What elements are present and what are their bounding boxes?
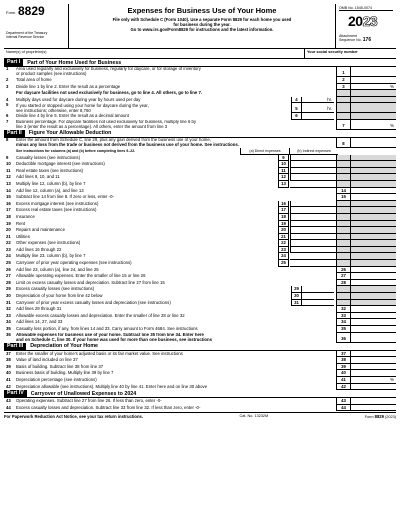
line-36: 36 Allowable expenses for business use of your home. Subtract line 35 from line 34. Enter here and on Schedule C, line 30. If your home was used for more than one business, see instructions 36 [4, 333, 396, 343]
line-14: 14 Add line 12, column (a), and line 13 14 [4, 188, 396, 195]
line-12-col-a[interactable] [290, 174, 338, 181]
line-17: 17 Excess real estate taxes (see instructions) 17 [4, 207, 396, 214]
line-41-input[interactable] [350, 377, 396, 384]
line-28: 28 Limit on excess casualty losses and depreciation. Subtract line 27 from line 15 28 [4, 280, 396, 287]
sequence-number: 176 [362, 37, 372, 44]
line-5: 5 If you started or stopped using your home for daycare during the year, see instructions; otherwise, enter 8,760 5 hr. [4, 103, 396, 113]
part-3-lines [4, 351, 396, 391]
year-outline: 23 [362, 13, 378, 29]
line-27-input[interactable] [350, 273, 396, 280]
line-29: 29 Excess casualty losses (see instructions) 29 [4, 286, 396, 293]
daycare-note: For daycare facilities not used exclusively for business, go to line 4. All others, go to line 7. [4, 90, 396, 97]
line-8: 8 Enter the amount from Schedule C, line 29, plus any gain derived from the business use of your home, minus any loss from the trade or business not derived from the business use of your home. See instructions. 8 [4, 138, 396, 148]
line-43-input[interactable] [350, 398, 396, 405]
part-2-lines [4, 155, 396, 343]
line-17-col-a[interactable] [290, 207, 338, 214]
form-label: Form [6, 10, 16, 15]
line-2: 2 Total area of home 2 [4, 77, 396, 84]
line-10-col-a[interactable] [290, 161, 338, 168]
part-title: Carryover of Unallowed Expenses to 2024 [30, 390, 137, 397]
line-25: 25 Carryover of prior year operating expenses (see instructions) 25 [4, 260, 396, 267]
line-20: 20 Repairs and maintenance 20 [4, 227, 396, 234]
line-23: 23 Add lines 16 through 22 23 [4, 247, 396, 254]
line-21-col-a[interactable] [290, 234, 338, 241]
sequence-label: Sequence No. [339, 38, 362, 43]
part-title: Depreciation of Your Home [30, 343, 98, 350]
line-18: 18 Insurance 18 [4, 214, 396, 221]
line-26-input[interactable] [350, 267, 396, 274]
form-ref: Form 8829 (2023) [364, 414, 396, 420]
line-8-input[interactable] [350, 138, 396, 148]
line-42-input[interactable] [350, 384, 396, 391]
ssn-field[interactable] [305, 49, 396, 58]
line-38: 38 Value of land included on line 37 38 [4, 357, 396, 364]
line-43: 43 Operating expenses. Subtract line 27 from line 26. If less than zero, enter -0- 43 [4, 398, 396, 405]
line-34: 34 Add lines 14, 27, and 33 34 [4, 319, 396, 326]
line-12: 12 Add lines 9, 10, and 11 12 [4, 174, 396, 181]
line-7-input[interactable] [350, 120, 396, 130]
subtitle-line: Go to www.irs.gov/Form8829 for instructions and the latest information. [130, 27, 274, 32]
line-39-input[interactable] [350, 364, 396, 371]
line-40-input[interactable] [350, 370, 396, 377]
title-block [69, 4, 335, 48]
line-39: 39 Basis of building. Subtract line 38 from line 37 39 [4, 364, 396, 371]
line-21: 21 Utilities 21 [4, 234, 396, 241]
line-41: 41 Depreciation percentage (see instructions) 41 % [6, 376, 394, 382]
part-label: Part III [4, 343, 26, 350]
form-footer [4, 412, 396, 419]
subtitle-line: for business during the year. [173, 22, 231, 27]
line-26: 26 Add line 23, column (a), line 24, and line 25 26 [4, 267, 396, 274]
part-1-header [4, 59, 396, 67]
line-42: 42 Depreciation allowable (see instructions). Multiply line 40 by line 41. Enter here and on line 30 above 42 [4, 384, 396, 391]
column-headers: See instructions for columns (a) and (b) before completing lines 9–22. (a) Direct expenses (b) Indirect expenses [4, 148, 396, 155]
line-3: 3 Divide line 1 by line 2. Enter the result as a percentage 3 % [6, 83, 394, 89]
form-title: Expenses for Business Use of Your Home [127, 6, 277, 15]
part-4-lines [4, 398, 396, 411]
line-13: 13 Multiply line 12, column (b), by line 7 13 [4, 181, 396, 188]
form-id-block [4, 4, 69, 48]
line-1: 1 Area used regularly and exclusively for business, regularly for daycare, or for storage of inventory or product samples (see instructions) 1 [4, 67, 396, 77]
line-35-input[interactable] [350, 326, 396, 333]
attachment-label: Attachment [339, 34, 358, 38]
line-11-col-a[interactable] [290, 168, 338, 175]
line-15-input[interactable] [350, 194, 396, 201]
column-b-header: (b) Indirect expenses [289, 148, 338, 155]
line-6: 6 Divide line 4 by line 5. Enter the result as a decimal amount 6 [4, 113, 396, 120]
omb-number: OMB No. 1545-0074 [339, 6, 393, 11]
name-label: Name(s) of proprietor(s) [6, 50, 47, 54]
part-4-header [4, 390, 396, 398]
line-25-col-b[interactable] [290, 260, 338, 267]
part-label: Part IV [4, 390, 27, 397]
line-10: 10 Deductible mortgage interest (see instructions) 10 [4, 161, 396, 168]
form-subtitle [69, 17, 335, 32]
attachment-sequence [339, 34, 371, 43]
line-13-col-b[interactable] [290, 181, 338, 188]
line-37-input[interactable] [350, 351, 396, 358]
part-2-header [4, 130, 396, 138]
line-14-input[interactable] [350, 188, 396, 195]
subtitle-line: File only with Schedule C (Form 1040). Use a separate Form 8829 for each home you used [112, 17, 292, 22]
line-34-input[interactable] [350, 319, 396, 326]
line-44: 44 Excess casualty losses and depreciation. Subtract line 33 from line 32. If less than zero, enter -0- 44 [4, 405, 396, 412]
catalog-number: Cat. No. 13232M [239, 414, 269, 419]
line-9-col-a[interactable] [290, 155, 338, 162]
department [6, 31, 47, 39]
line-29-input[interactable] [302, 286, 334, 293]
name-field[interactable] [4, 49, 305, 58]
line-16: 16 Excess mortgage interest (see instructions) 16 [4, 201, 396, 208]
line-16-col-a[interactable] [290, 201, 338, 208]
ssn-label: Your social security number [307, 50, 358, 54]
part-title: Figure Your Allowable Deduction [28, 130, 112, 137]
line-38-input[interactable] [350, 357, 396, 364]
line-27: 27 Allowable operating expenses. Enter the smaller of line 15 or line 26 27 [4, 273, 396, 280]
part-title: Part of Your Home Used for Business [27, 59, 122, 66]
department-line: Department of the Treasury [6, 31, 48, 35]
line-22: 22 Other expenses (see instructions) 22 [4, 240, 396, 247]
year-solid: 20 [348, 13, 363, 29]
line-15: 15 Subtract line 14 from line 8. If zero or less, enter -0- 15 [4, 194, 396, 201]
line-31-input[interactable] [302, 300, 334, 307]
line-32-input[interactable] [350, 306, 396, 313]
tax-year [348, 13, 377, 29]
paperwork-notice: For Paperwork Reduction Act Notice, see your tax return instructions. [4, 414, 143, 420]
line-33-input[interactable] [350, 313, 396, 320]
omb-block [335, 4, 396, 48]
name-row [4, 49, 396, 59]
line-3-input[interactable] [350, 84, 396, 91]
line-24-col-b[interactable] [290, 253, 338, 260]
line-33: 33 Allowable excess casualty losses and depreciation. Enter the smaller of line 28 or line 32 33 [4, 313, 396, 320]
line-20-col-a[interactable] [290, 227, 338, 234]
part-label: Part II [4, 130, 25, 137]
line-37: 37 Enter the smaller of your home's adjusted basis or its fair market value. See instructions 37 [4, 351, 396, 358]
line-1-input[interactable] [350, 67, 396, 77]
line-30-input[interactable] [302, 293, 334, 300]
line-19: 19 Rent 19 [4, 221, 396, 228]
line-24: 24 Multiply line 23, column (b), by line 7 24 [4, 253, 396, 260]
line-22-col-a[interactable] [290, 240, 338, 247]
line-18-col-a[interactable] [290, 214, 338, 221]
line-23-col-a[interactable] [290, 247, 338, 254]
department-line: Internal Revenue Service [6, 35, 45, 40]
line-9: 9 Casualty losses (see instructions) 9 [4, 155, 396, 162]
line-19-col-a[interactable] [290, 221, 338, 228]
line-44-input[interactable] [350, 405, 396, 412]
line-11: 11 Real estate taxes (see instructions) 11 [4, 168, 396, 175]
line-6-input[interactable] [302, 113, 334, 120]
line-4: 4 Multiply days used for daycare during year by hours used per day 4 hr. [4, 97, 396, 104]
line-36-input[interactable] [350, 333, 396, 343]
line-7: 7 Business percentage. For daycare facilities not used exclusively for business, multiply line 6 by line 3 (enter the result as a percentage). All others, enter the amount from line 3 7 % [6, 118, 394, 130]
form-8829-page [4, 0, 396, 419]
line-28-input[interactable] [350, 280, 396, 287]
part-3-header [4, 343, 396, 351]
column-a-header: (a) Direct expenses [240, 148, 289, 155]
line-30: 30 Depreciation of your home from line 42 below 30 [4, 293, 396, 300]
form-number: 8829 [18, 4, 45, 18]
line-2-input[interactable] [350, 77, 396, 84]
line-35: 35 Casualty loss portion, if any, from lines 14 and 33. Carry amount to Form 4684. See instructions 35 [4, 326, 396, 333]
line-31: 31 Carryover of prior year excess casualty losses and depreciation (see instructions) 31 [4, 300, 396, 307]
form-header [4, 4, 396, 49]
line-40: 40 Business basis of building. Multiply line 39 by line 7 40 [4, 370, 396, 377]
line-32: 32 Add lines 29 through 31 32 [4, 306, 396, 313]
part-label: Part I [4, 59, 23, 66]
